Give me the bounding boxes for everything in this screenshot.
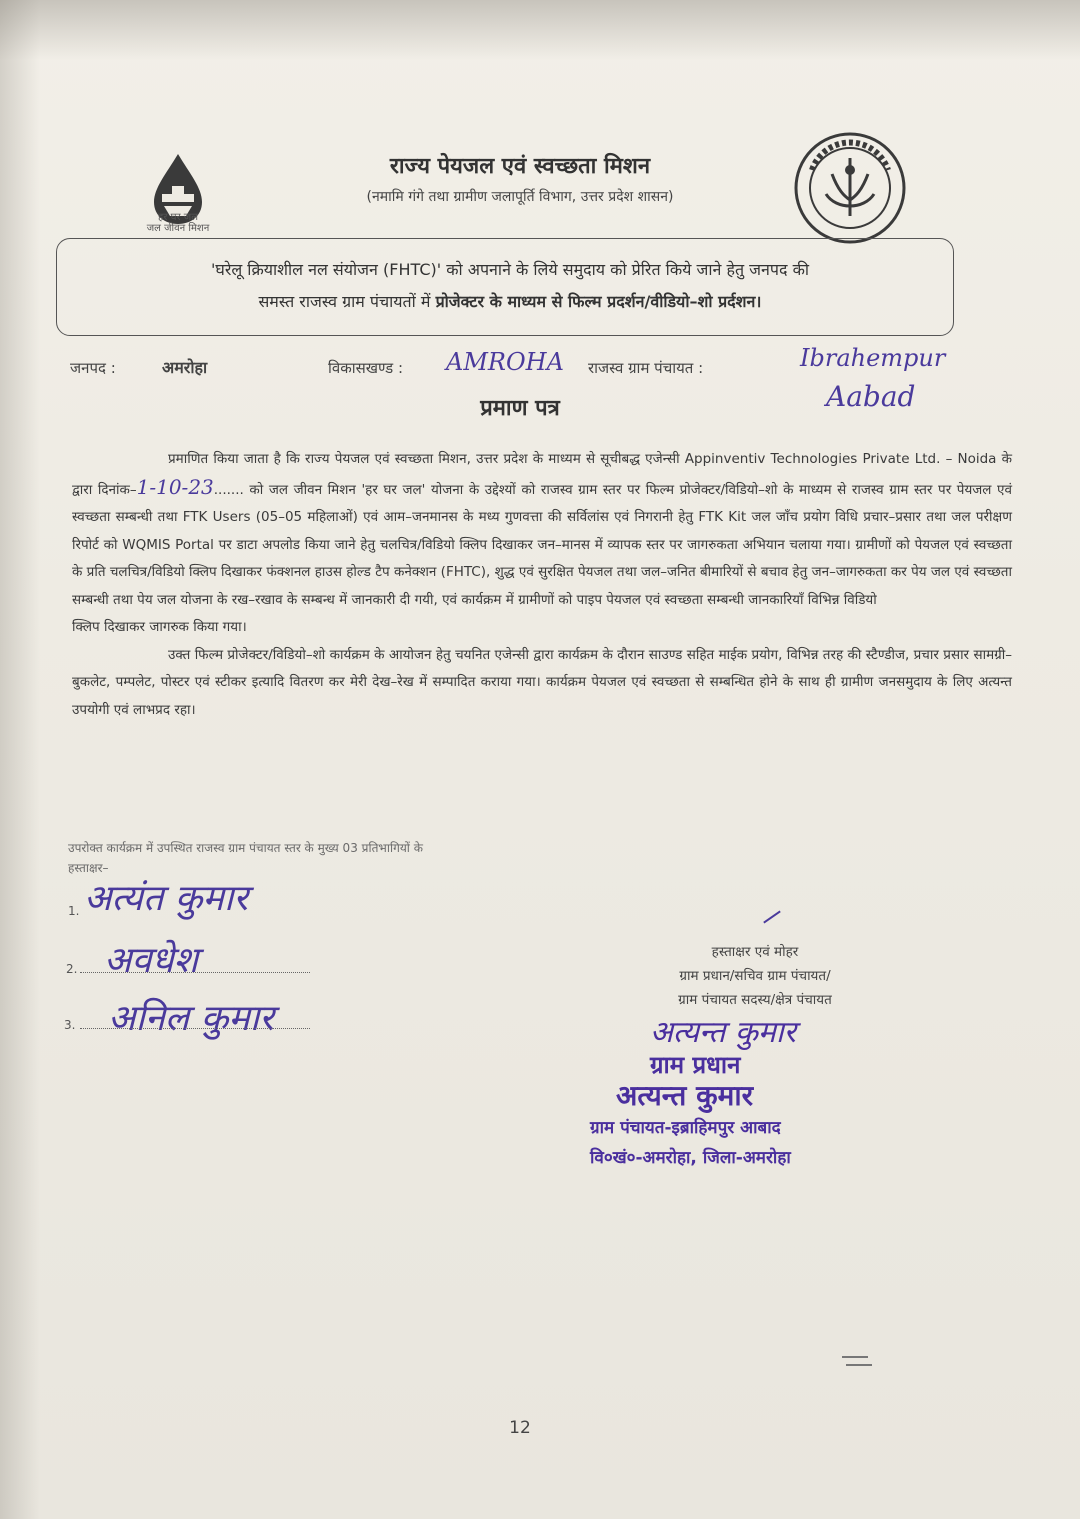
notice-line2-plain: समस्त राजस्व ग्राम पंचायतों में [258, 292, 436, 311]
sign-block-line3: ग्राम पंचायत सदस्य/क्षेत्र पंचायत [678, 992, 832, 1008]
signature-block [620, 940, 890, 1012]
sign-block-line2: ग्राम प्रधान/सचिव ग्राम पंचायत/ [679, 968, 831, 984]
sign-block-line1: हस्ताक्षर एवं मोहर [711, 944, 799, 960]
district-label: जनपद : [70, 359, 116, 377]
stamp-line3: ग्राम पंचायत-इब्राहिमपुर आबाद [590, 1118, 781, 1138]
stamp-line2: अत्यन्त कुमार [616, 1079, 754, 1112]
logo-caption-line2: जल जीवन मिशन [146, 223, 210, 234]
participant-signature-1: अत्यंत कुमार [84, 878, 249, 919]
participant-signature-3: अनिल कुमार [108, 998, 274, 1039]
mission-subtitle: (नमामि गंगे तथा ग्रामीण जलापूर्ति विभाग, उत्तर प्रदेश शासन) [366, 189, 674, 205]
district-value: अमरोहा [162, 358, 208, 377]
notice-line1: 'घरेलू क्रियाशील नल संयोजन (FHTC)' को अपनाने के लिये समुदाय को प्रेरित किये जाने हेतु जनपद की [210, 260, 810, 279]
gp-value-line1: Ibrahempur [800, 344, 946, 372]
para1-part-b: को जल जीवन मिशन 'हर घर जल' योजना के उद्देश्यों को राजस्व ग्राम स्तर पर फिल्म प्रोजेक्टर/विडियो–शो के माध्यम से राजस्व ग्राम स्तर पर पेयजल एवं स्वच्छता सम्बन्धी तथा FTK Users (05–05 महिलाओं) एवं आम–जनमानस के मध्य गुणवत्ता की सर्विलांस एवं निगरानी हेतु FTK Kit जल जाँच प्रयोग विधि प्रचार–प्रसार तथा जल परीक्षण रिपोर्ट को WQMIS Portal पर डाटा अपलोड किया जाने हेतु चलचित्र/विडियो क्लिप दिखाकर जन–मानस में व्यापक स्तर पर जागरुकता अभियान चलाया गया। ग्रामीणों को पेयजल एवं स्वच्छता के प्रति चलचित्र/विडियो क्लिप दिखाकर फंक्शनल हाउस होल्ड टैप कनेक्शन (FHTC), शुद्ध एवं सुरक्षित पेयजल तथा जल–जनित बीमारियों से बचाव हेतु जन–जागरुकता कर पेय जल एवं स्वच्छता सम्बन्धी तथा पेय जल योजना के रख–रखाव के सम्बन्ध में जानकारी दी गयी, एवं कार्यक्रम में ग्रामीणों को पाइप पेयजल एवं स्वच्छता सम्बन्धी जानकारियाँ विभिन्न विडियो [72, 481, 1012, 608]
gp-label: राजस्व ग्राम पंचायत : [588, 359, 704, 377]
block-value: AMROHA [446, 348, 564, 376]
certificate-body [72, 446, 1012, 724]
signature-line-2 [80, 972, 310, 973]
notice-line2 [70, 290, 950, 312]
notice-box [56, 238, 954, 336]
program-date: 1-10-23 [136, 474, 214, 499]
page-shadow-left [0, 0, 40, 1519]
gp-value-line2: Aabad [826, 380, 916, 413]
participant-number-3: 3. [64, 1018, 76, 1032]
para1-part-a: प्रमाणित किया जाता है कि राज्य पेयजल एवं स्वच्छता मिशन, उत्तर प्रदेश के माध्यम से सूचीबद्ध एजेन्सी Appinventiv Technologies Private Ltd. – Noida के द्वारा दिनांक– [72, 451, 1012, 498]
notice-line2-bold: प्रोजेक्टर के माध्यम से फिल्म प्रदर्शन/वीडियो–शो प्रर्दशन। [435, 292, 762, 311]
stamp-line1: ग्राम प्रधान [650, 1051, 741, 1079]
para1-part-c: क्लिप दिखाकर जागरुक किया गया। [72, 619, 247, 635]
up-government-emblem-icon [792, 130, 908, 246]
participant-number-1: 1. [68, 904, 80, 918]
logo-caption [118, 212, 238, 234]
participant-number-2: 2. [66, 962, 78, 976]
certificate-paragraph-2: उक्त फिल्म प्रोजेक्टर/विडियो–शो कार्यक्रम के आयोजन हेतु चयनित एजेन्सी द्वारा कार्यक्रम के दौरान साउण्ड सहित माईक प्रयोग, विभिन्न तरह की स्टैण्डीज, प्रचार प्रसार सामग्री–बुकलेट, पम्पलेट, पोस्टर एवं स्टीकर इत्यादि वितरण कर मेरी देख–रेख में सम्पादित कराया गया। कार्यक्रम पेयजल एवं स्वच्छता से सम्बन्धित होने के साथ ही ग्रामीण जनसमुदाय के लिए अत्यन्त उपयोगी एवं लाभप्रद रहा। [72, 646, 1012, 718]
certificate-paragraph-1: प्रमाणित किया जाता है कि राज्य पेयजल एवं स्वच्छता मिशन, उत्तर प्रदेश के माध्यम से सूचीबद्ध एजेन्सी Appinventiv Technologies Private Ltd. – Noida के द्वारा दिनांक–1-10-23....... को जल जीवन मिशन 'हर घर जल' योजना के उद्देश्यों को राजस्व ग्राम स्तर पर फिल्म प्रोजेक्टर/विडियो–शो के माध्यम से राजस्व ग्राम स्तर पर पेयजल एवं स्वच्छता सम्बन्धी तथा FTK Users (05–05 महिलाओं) एवं आम–जनमानस के मध्य गुणवत्ता की सर्विलांस एवं निगरानी हेतु FTK Kit जल जाँच प्रयोग विधि प्रचार–प्रसार तथा जल परीक्षण रिपोर्ट को WQMIS Portal पर डाटा अपलोड किया जाने हेतु चलचित्र/विडियो क्लिप दिखाकर जन–मानस में व्यापक स्तर पर जागरुकता अभियान चलाया गया। ग्रामीणों को पेयजल एवं स्वच्छता के प्रति चलचित्र/विडियो क्लिप दिखाकर फंक्शनल हाउस होल्ड टैप कनेक्शन (FHTC), शुद्ध एवं सुरक्षित पेयजल तथा जल–जनित बीमारियों से बचाव हेतु जन–जागरुकता कर पेय जल एवं स्वच्छता सम्बन्धी तथा पेय जल योजना के रख–रखाव के सम्बन्ध में जानकारी दी गयी, एवं कार्यक्रम में ग्रामीणों को पाइप पेयजल एवं स्वच्छता सम्बन्धी जानकारियाँ विभिन्न विडियो [72, 451, 1012, 608]
page-number: 12 [509, 1418, 531, 1438]
pradhan-stamp [590, 1010, 890, 1173]
mission-title: राज्य पेयजल एवं स्वच्छता मिशन [389, 154, 651, 179]
participant-signature-2: अवधेश [104, 940, 199, 981]
pen-mark-2 [842, 1356, 868, 1358]
pen-mark-3 [846, 1364, 872, 1366]
logo-caption-line1: हर घर जल [158, 212, 198, 223]
certificate-title: प्रमाण पत्र [480, 396, 560, 421]
block-label: विकासखण्ड : [328, 359, 404, 377]
participants-intro-line1: उपरोक्त कार्यक्रम में उपस्थित राजस्व ग्राम पंचायत स्तर के मुख्य 03 प्रतिभागियों के [68, 841, 423, 855]
signature-line-3 [80, 1028, 310, 1029]
page-shadow-top [0, 0, 1080, 60]
pradhan-signature: अत्यन्त कुमार [650, 1015, 796, 1050]
participants-intro-line2: हस्ताक्षर– [68, 861, 109, 875]
stamp-line4: वि०खं०-अमरोहा, जिला-अमरोहा [590, 1148, 791, 1168]
